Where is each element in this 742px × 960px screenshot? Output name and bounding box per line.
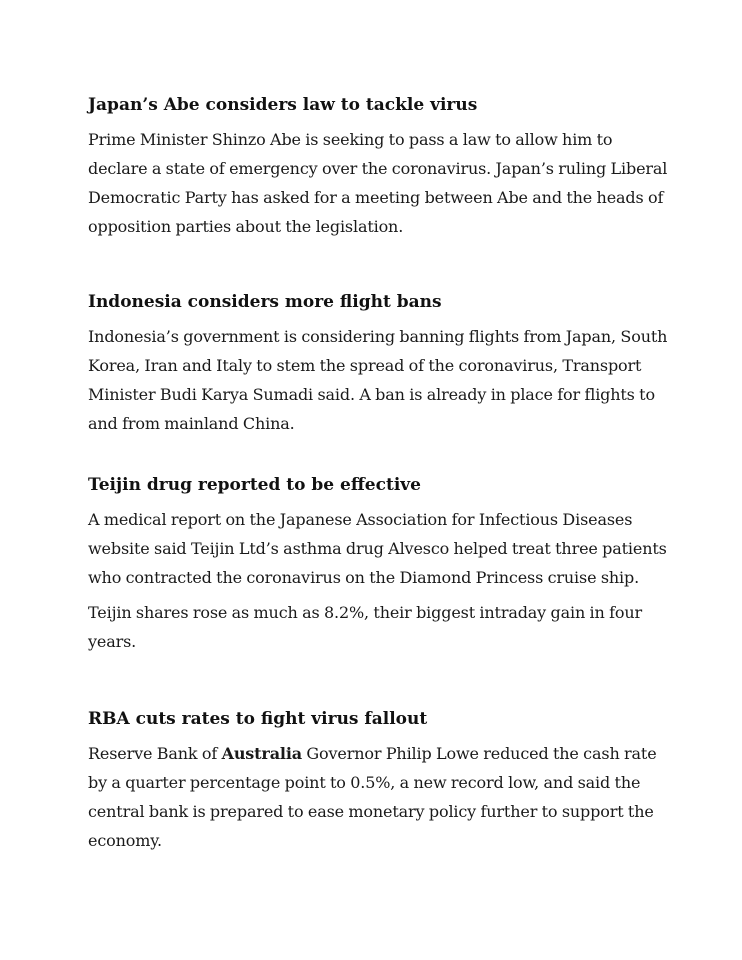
article-headline: RBA cuts rates to fight virus fallout xyxy=(88,709,428,729)
article-headline: Teijin drug reported to be effective xyxy=(88,475,421,495)
article-paragraph: A medical report on the Japanese Association for Infectious Diseases website said Teijin Ltd’s asthma drug Alvesco helped treat three patients who contracted the coronavirus on the Diamond Princess cruise ship. xyxy=(88,510,667,587)
article-headline: Japan’s Abe considers law to tackle virus xyxy=(88,95,478,115)
article-indonesia-flight-bans xyxy=(88,290,668,438)
article-paragraph: Prime Minister Shinzo Abe is seeking to pass a law to allow him to declare a state of emergency over the coronavirus. Japan’s ruling Liberal Democratic Party has asked for a meeting between Abe and the heads of opposition parties about the legislation. xyxy=(88,130,668,236)
paragraph-text: Reserve Bank of xyxy=(88,744,222,763)
article-paragraph: Indonesia’s government is considering banning flights from Japan, South Korea, Iran and Italy to stem the spread of the coronavirus, Transport Minister Budi Karya Sumadi said. A ban is already in place for flights to and from mainland China. xyxy=(88,327,668,433)
article-rba-rate-cut xyxy=(88,707,668,855)
article-headline: Indonesia considers more flight bans xyxy=(88,292,442,312)
article-japan-abe xyxy=(88,93,668,241)
article-paragraph xyxy=(88,739,668,855)
paragraph-text: Governor Philip Lowe reduced the cash rate by a quarter percentage point to 0.5%, a new record low, and said the central bank is prepared to ease monetary policy further to support the economy. xyxy=(88,744,657,850)
article-paragraph: Teijin shares rose as much as 8.2%, their biggest intraday gain in four years. xyxy=(88,603,643,651)
article-teijin-drug xyxy=(88,473,668,656)
bold-keyword: Australia xyxy=(221,744,302,763)
